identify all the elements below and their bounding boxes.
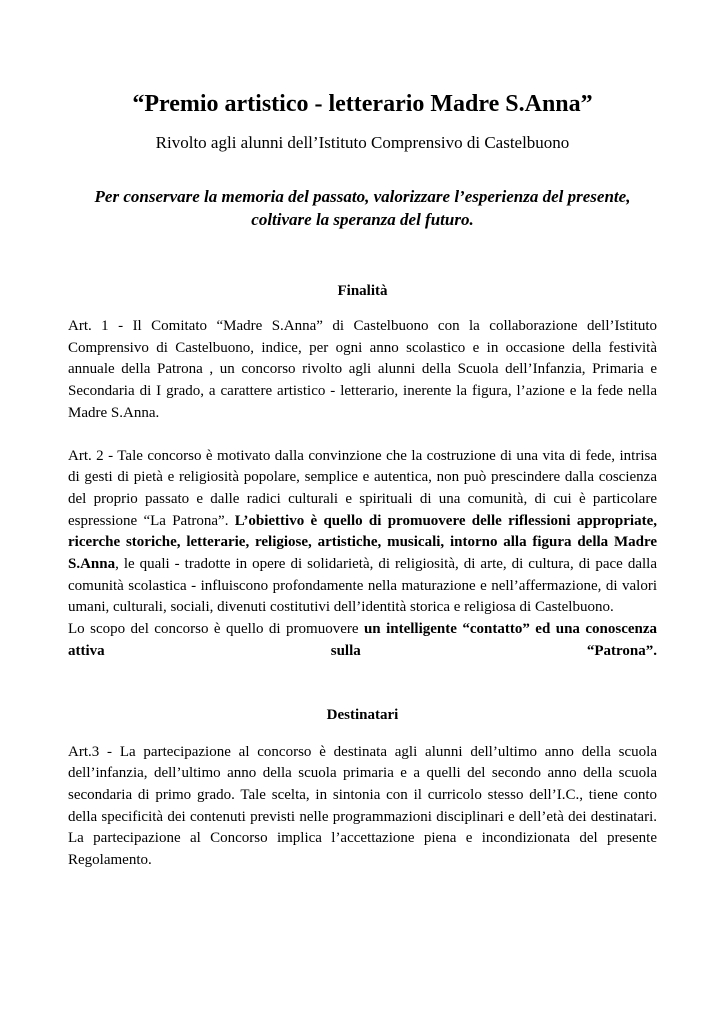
article-2-bold-scope: un intelligente “contatto” ed una conoscenza attiva sulla “Patrona”. (68, 621, 658, 659)
article-2-scope-text: Lo scopo del concorso è quello di promuovere (68, 621, 364, 638)
article-2-text-continued: , le quali - tradotte in opere di solidarietà, di religiosità, di arte, di cultura, di pace dalla comunità scolastica - influiscono profondamente nella maturazione e nell’affermazione, di valori umani, culturali, sociali, divenuti costitutivi dell’identità storica e religiosa di Castelbuono. (68, 556, 657, 616)
section-heading-finalita: Finalità (337, 283, 388, 299)
article-2 (68, 446, 657, 620)
document-subtitle: Rivolto agli alunni dell’Istituto Comprensivo di Castelbuono (155, 133, 570, 152)
article-2-scope (68, 619, 657, 662)
article-2-bold-objective: L’obiettivo è quello di promuovere delle riflessioni appropriate, ricerche storiche, letterarie, religiose, artistiche, musicali, intorno alla figura della Madre S.Anna (68, 512, 657, 573)
article-2-text: Art. 2 - Tale concorso è motivato dalla convinzione che la costruzione di una vita di fede, intrisa di gesti di pietà e religiosità popolare, semplice e autentica, non può prescindere dalla coscienza del proprio passato e dalle radici culturali e spirituali di una comunità, di cui è particolare espressione “La Patrona”. (68, 447, 657, 529)
section-heading-destinatari: Destinatari (326, 706, 399, 723)
article-3: Art.3 - La partecipazione al concorso è destinata agli alunni dell’ultimo anno della scuola dell’infanzia, dell’ultimo anno della scuola primaria e a quelli del secondo anno della scuola secondaria di primo grado. Tale scelta, in sintonia con il curricolo stesso dell’I.C., tiene conto della specificità dei contenuti previsti nelle programmazioni disciplinari e dell’età dei destinatari. La partecipazione al Concorso implica l’accettazione piena e incondizionata del presente Regolamento. (68, 743, 657, 869)
document-title: “Premio artistico - letterario Madre S.Anna” (132, 91, 593, 117)
document-page (68, 80, 657, 872)
document-motto: Per conservare la memoria del passato, valorizzare l’esperienza del presente, coltivare la speranza del futuro. (94, 187, 631, 229)
article-1: Art. 1 - Il Comitato “Madre S.Anna” di Castelbuono con la collaborazione dell’Istituto Comprensivo di Castelbuono, indice, per ogni anno scolastico e in occasione della festività annuale della Patrona , un concorso rivolto agli alunni della Scuola dell’Infanzia, Primaria e Secondaria di I grado, a carattere artistico - letterario, inerente la figura, l’azione e la fede nella Madre S.Anna. (68, 318, 657, 421)
